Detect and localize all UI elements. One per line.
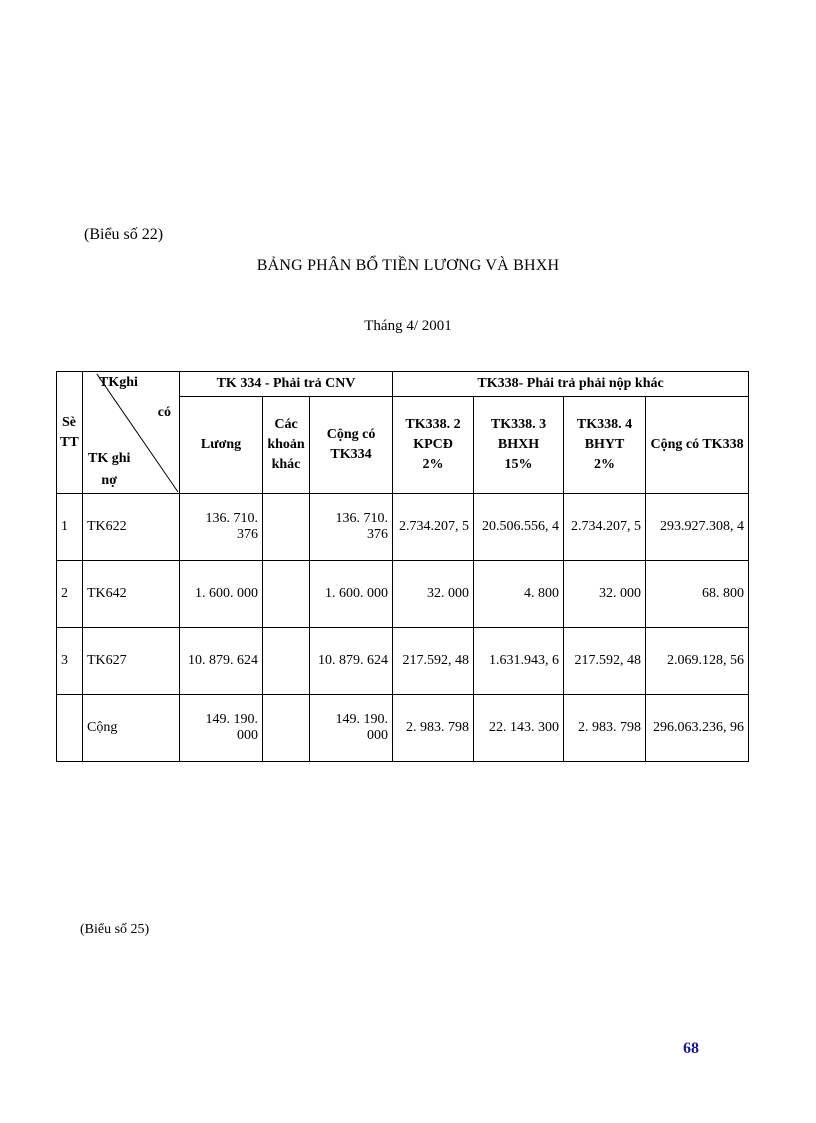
document-label-footer: (Biểu số 25) xyxy=(80,922,150,937)
col-header-line: khác xyxy=(271,457,301,472)
table-row xyxy=(57,494,749,561)
cell-kpcd: 32. 000 xyxy=(393,561,474,628)
col-header-line: TK334 xyxy=(330,447,372,462)
col-header-cac-khoan-khac xyxy=(263,397,310,494)
col-header-tk3382 xyxy=(393,397,474,494)
cell-bhyt: 217.592, 48 xyxy=(564,628,646,695)
cell-cong-co-338: 293.927.308, 4 xyxy=(646,494,749,561)
cell-cong-co-334: 136. 710. 376 xyxy=(310,494,393,561)
cell-cong-co-338: 296.063.236, 96 xyxy=(646,695,749,762)
cell-account: TK627 xyxy=(83,628,180,695)
document-title: BẢNG PHÂN BỔ TIỀN LƯƠNG VÀ BHXH xyxy=(256,257,560,274)
cell-cong-co-334: 149. 190. 000 xyxy=(310,695,393,762)
cell-stt xyxy=(57,695,83,762)
cell-cac-khoan-khac xyxy=(263,494,310,561)
cell-luong: 149. 190. 000 xyxy=(180,695,263,762)
stt-header-line-2: TT xyxy=(60,434,79,450)
col-header-line: TK338. 4 xyxy=(576,417,633,432)
table-row xyxy=(57,561,749,628)
stt-header-cell xyxy=(57,372,83,494)
cell-account: Cộng xyxy=(83,695,180,762)
header-row-groups xyxy=(57,372,749,397)
cell-kpcd: 2. 983. 798 xyxy=(393,695,474,762)
col-header-line: Cộng có xyxy=(326,427,376,442)
document-label-top: (Biểu số 22) xyxy=(84,226,164,243)
table-row-total xyxy=(57,695,749,762)
cell-stt: 1 xyxy=(57,494,83,561)
col-header-line: TK338. 2 xyxy=(405,417,461,432)
col-header-line: 2% xyxy=(594,457,616,472)
col-header-tk3383 xyxy=(474,397,564,494)
group-header-tk334: TK 334 - Phải trả CNV xyxy=(180,372,393,397)
tk-ghi-no-line-2: nợ xyxy=(101,473,117,488)
cell-bhyt: 2. 983. 798 xyxy=(564,695,646,762)
cell-luong: 1. 600. 000 xyxy=(180,561,263,628)
salary-allocation-table xyxy=(56,371,749,762)
col-header-cong-co-338: Cộng có TK338 xyxy=(646,397,749,494)
col-header-line: BHYT xyxy=(584,437,625,452)
cell-stt: 2 xyxy=(57,561,83,628)
cell-kpcd: 217.592, 48 xyxy=(393,628,474,695)
cell-bhxh: 20.506.556, 4 xyxy=(474,494,564,561)
cell-bhyt: 2.734.207, 5 xyxy=(564,494,646,561)
col-header-line: Các xyxy=(274,417,298,432)
cell-luong: 136. 710. 376 xyxy=(180,494,263,561)
group-header-tk338: TK338- Phải trả phải nộp khác xyxy=(393,372,749,397)
cell-bhxh: 22. 143. 300 xyxy=(474,695,564,762)
cell-cac-khoan-khac xyxy=(263,628,310,695)
diagonal-header-cell xyxy=(83,372,180,494)
cell-luong: 10. 879. 624 xyxy=(180,628,263,695)
tk-ghi-co-label: TKghi xyxy=(99,375,138,390)
col-header-line: 15% xyxy=(504,457,533,472)
cell-cong-co-338: 68. 800 xyxy=(646,561,749,628)
table-row xyxy=(57,628,749,695)
document-subtitle: Tháng 4/ 2001 xyxy=(364,318,452,334)
cell-bhxh: 1.631.943, 6 xyxy=(474,628,564,695)
cell-kpcd: 2.734.207, 5 xyxy=(393,494,474,561)
cell-account: TK622 xyxy=(83,494,180,561)
cell-stt: 3 xyxy=(57,628,83,695)
col-header-line: 2% xyxy=(422,457,444,472)
co-label: có xyxy=(157,405,171,420)
cell-bhxh: 4. 800 xyxy=(474,561,564,628)
stt-header-line-1: Sè xyxy=(62,414,76,430)
cell-cac-khoan-khac xyxy=(263,561,310,628)
cell-account: TK642 xyxy=(83,561,180,628)
cell-bhyt: 32. 000 xyxy=(564,561,646,628)
cell-cac-khoan-khac xyxy=(263,695,310,762)
col-header-cong-co-334 xyxy=(310,397,393,494)
col-header-line: khoản xyxy=(267,437,305,452)
col-header-line: KPCĐ xyxy=(413,437,453,452)
cell-cong-co-334: 10. 879. 624 xyxy=(310,628,393,695)
col-header-line: BHXH xyxy=(497,437,540,452)
col-header-tk3384 xyxy=(564,397,646,494)
col-header-line: TK338. 3 xyxy=(490,417,547,432)
cell-cong-co-338: 2.069.128, 56 xyxy=(646,628,749,695)
tk-ghi-no-label xyxy=(88,448,130,492)
cell-cong-co-334: 1. 600. 000 xyxy=(310,561,393,628)
tk-ghi-no-line-1: TK ghi xyxy=(88,451,131,466)
page-number: 68 xyxy=(683,1040,699,1057)
col-header-luong: Lương xyxy=(180,397,263,494)
